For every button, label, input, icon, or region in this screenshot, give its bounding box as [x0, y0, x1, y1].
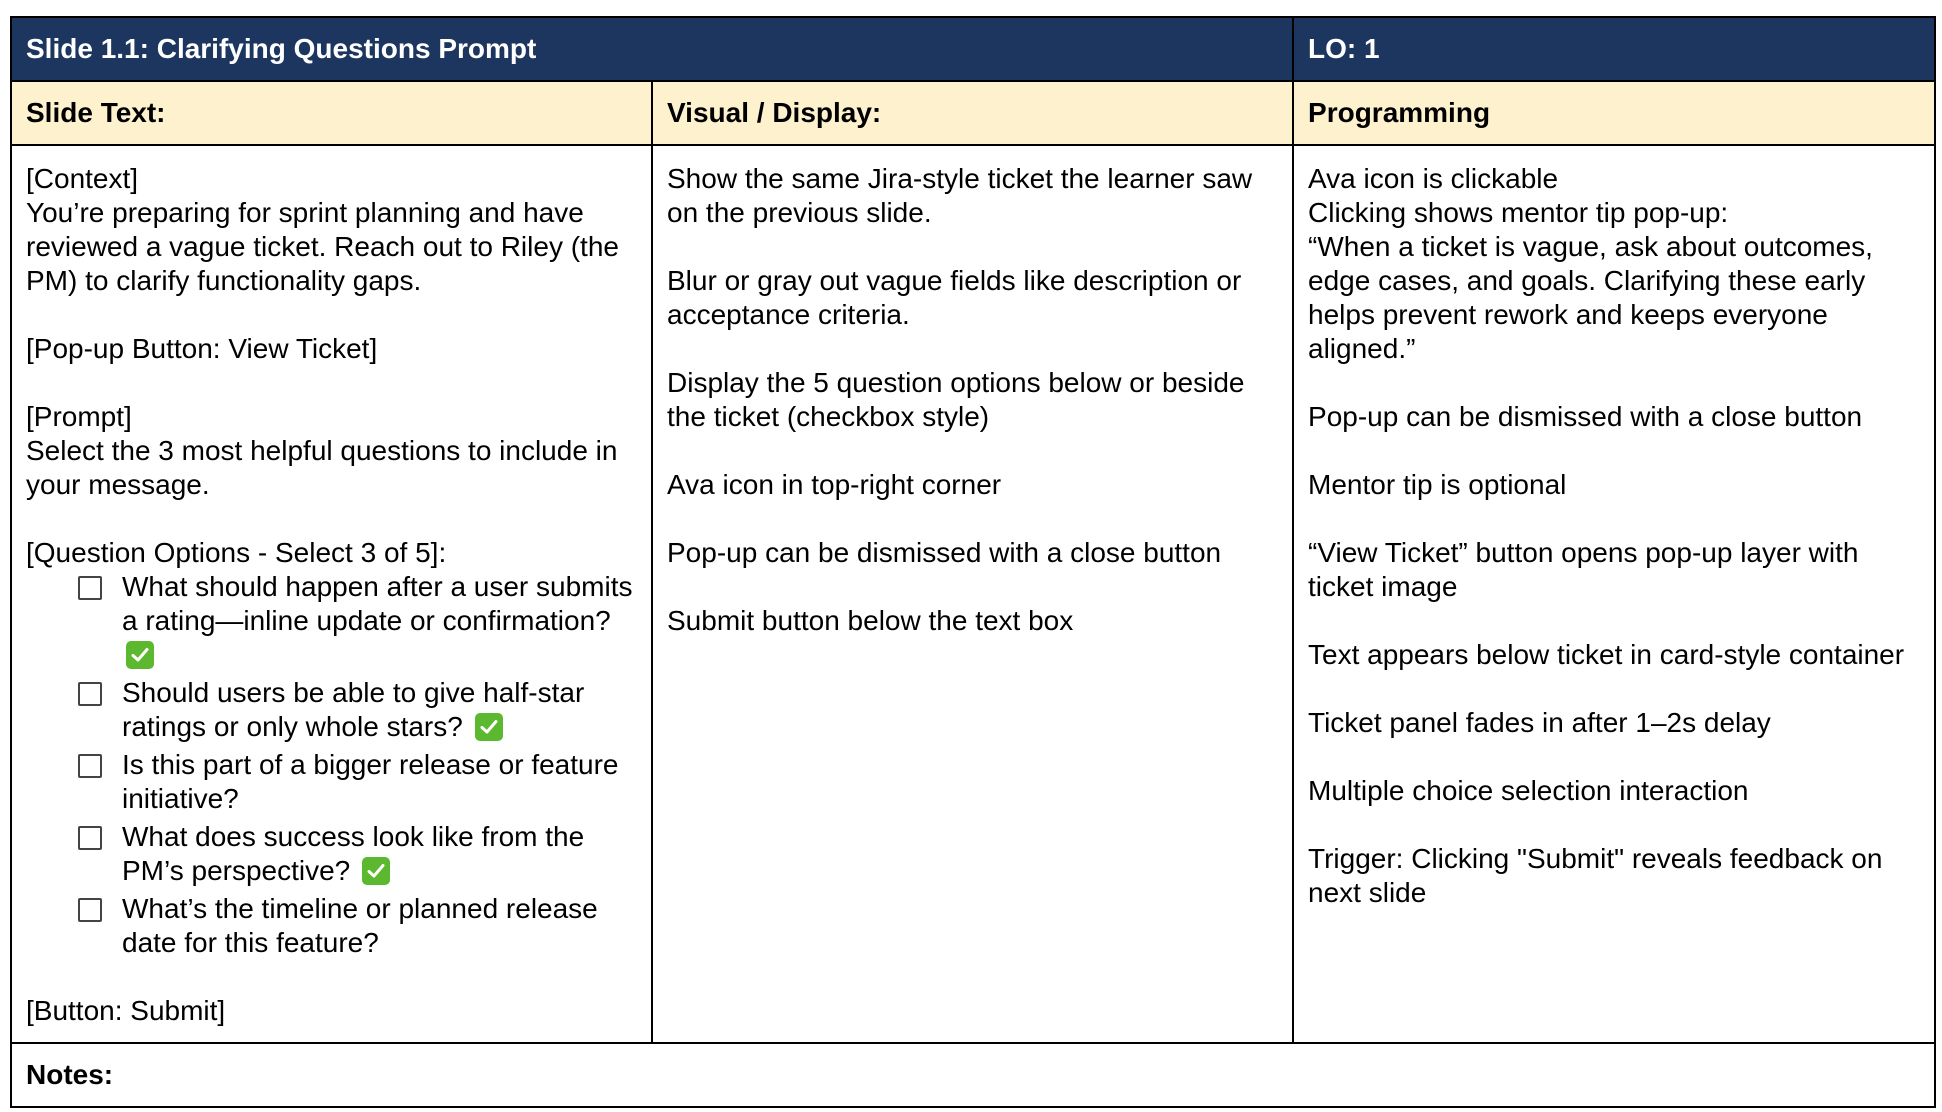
- programming-cell: [1293, 145, 1935, 1043]
- storyboard-table: [10, 16, 1936, 1108]
- check-mark-icon: [126, 641, 154, 669]
- question-option-text: Is this part of a bigger release or feature initiative?: [122, 749, 619, 814]
- question-option[interactable]: [78, 676, 637, 744]
- programming-header: Programming: [1293, 81, 1935, 145]
- slide-text-cell: [11, 145, 652, 1043]
- checkbox-icon[interactable]: [78, 754, 102, 778]
- notes-row: [11, 1043, 1935, 1107]
- mentor-tip-block: [1308, 162, 1920, 366]
- check-mark-icon: [362, 857, 390, 885]
- visual-item: Pop-up can be dismissed with a close button: [667, 537, 1222, 568]
- prompt-block: [26, 400, 637, 502]
- visual-item: Display the 5 question options below or beside the ticket (checkbox style): [667, 367, 1245, 432]
- question-option-text: What’s the timeline or planned release date for this feature?: [122, 893, 598, 958]
- mentor-tip-quote: “When a ticket is vague, ask about outcomes, edge cases, and goals. Clarifying these early helps prevent rework and keeps everyone aligned.”: [1308, 231, 1873, 364]
- question-option-text: What does success look like from the PM’s perspective?: [122, 821, 585, 886]
- checkbox-icon[interactable]: [78, 826, 102, 850]
- slide-text-header: Slide Text:: [11, 81, 652, 145]
- question-option[interactable]: [78, 892, 637, 960]
- prompt-body: Select the 3 most helpful questions to include in your message.: [26, 435, 618, 500]
- checkbox-icon[interactable]: [78, 682, 102, 706]
- options-label: [Question Options - Select 3 of 5]:: [26, 537, 447, 568]
- question-option[interactable]: [78, 570, 637, 672]
- programming-item: Ticket panel fades in after 1–2s delay: [1308, 707, 1771, 738]
- submit-button-text: [Button: Submit]: [26, 995, 226, 1026]
- checkbox-icon[interactable]: [78, 576, 102, 600]
- visual-item: Blur or gray out vague fields like description or acceptance criteria.: [667, 265, 1242, 330]
- programming-item: Mentor tip is optional: [1308, 469, 1567, 500]
- slide-title: Slide 1.1: Clarifying Questions Prompt: [11, 17, 1293, 81]
- content-row: [11, 145, 1935, 1043]
- context-label: [Context]: [26, 163, 139, 194]
- programming-item: Text appears below ticket in card-style container: [1308, 639, 1905, 670]
- ava-clickable-text: Ava icon is clickable: [1308, 163, 1559, 194]
- visual-item: Show the same Jira-style ticket the learner saw on the previous slide.: [667, 163, 1253, 228]
- visual-display-cell: [652, 145, 1293, 1043]
- visual-display-header: Visual / Display:: [652, 81, 1293, 145]
- prompt-label: [Prompt]: [26, 401, 132, 432]
- learning-objective: LO: 1: [1293, 17, 1935, 81]
- visual-item: Ava icon in top-right corner: [667, 469, 1002, 500]
- programming-item: Pop-up can be dismissed with a close button: [1308, 401, 1863, 432]
- title-row: [11, 17, 1935, 81]
- question-option-text: What should happen after a user submits a rating—inline update or confirmation?: [122, 571, 633, 636]
- checkbox-icon[interactable]: [78, 898, 102, 922]
- question-option[interactable]: [78, 820, 637, 888]
- question-option-text: Should users be able to give half-star ratings or only whole stars?: [122, 677, 585, 742]
- check-mark-icon: [475, 713, 503, 741]
- question-option[interactable]: [78, 748, 637, 816]
- context-body: You’re preparing for sprint planning and have reviewed a vague ticket. Reach out to Riley (the PM) to clarify functionality gaps.: [26, 197, 619, 296]
- mentor-tip-intro: Clicking shows mentor tip pop-up:: [1308, 197, 1729, 228]
- programming-item: Multiple choice selection interaction: [1308, 775, 1749, 806]
- question-options-list: [26, 570, 637, 960]
- visual-item: Submit button below the text box: [667, 605, 1074, 636]
- popup-button-text: [Pop-up Button: View Ticket]: [26, 333, 378, 364]
- column-header-row: [11, 81, 1935, 145]
- programming-item: Trigger: Clicking "Submit" reveals feedback on next slide: [1308, 843, 1883, 908]
- notes-label: Notes:: [11, 1043, 1935, 1107]
- programming-item: “View Ticket” button opens pop-up layer with ticket image: [1308, 537, 1859, 602]
- context-block: [26, 162, 637, 298]
